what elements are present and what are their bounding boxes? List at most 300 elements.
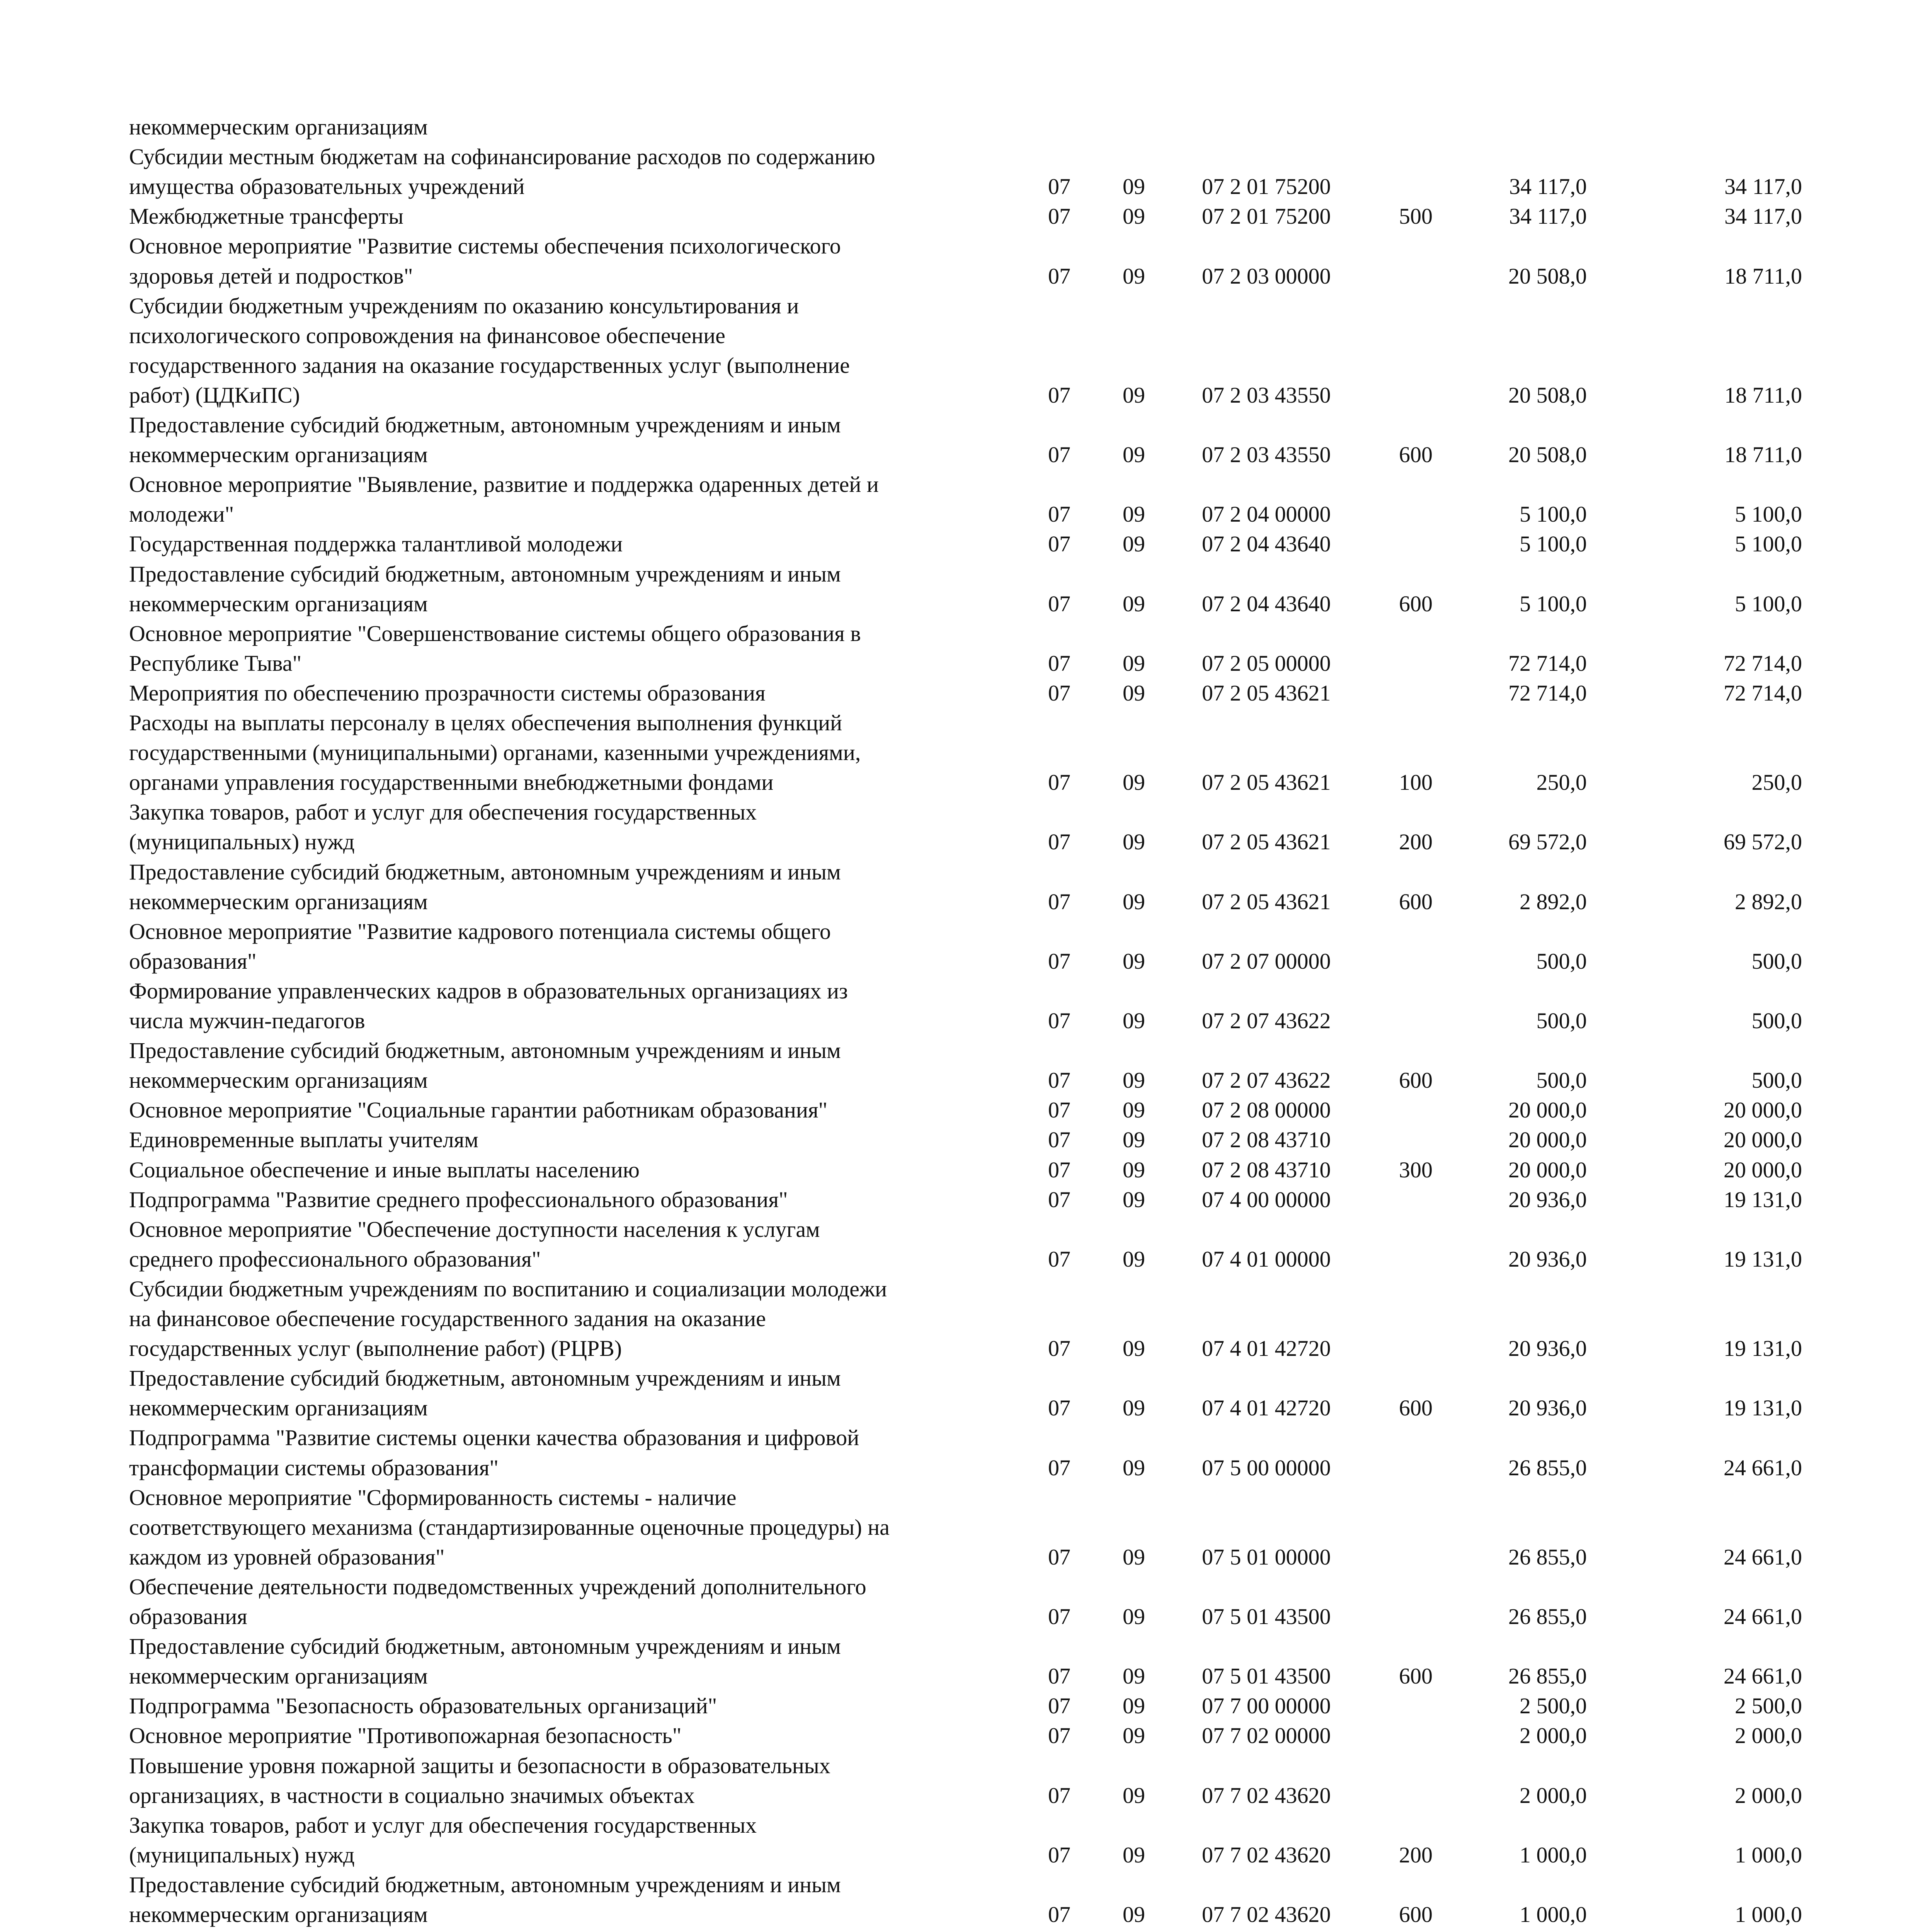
row-razdel: 07 bbox=[1048, 1693, 1070, 1719]
row-name: организациях, в частности в социально значимых объектах bbox=[129, 1782, 695, 1808]
row-sum-year1: 2 892,0 bbox=[1520, 889, 1587, 914]
row-razdel: 07 bbox=[1048, 1127, 1070, 1153]
row-target-article: 07 4 01 42720 bbox=[1202, 1395, 1331, 1421]
table-row-line bbox=[0, 1274, 1906, 1304]
row-sum-year1: 5 100,0 bbox=[1520, 502, 1587, 527]
table-row-line bbox=[0, 1006, 1906, 1036]
row-sum-year1: 72 714,0 bbox=[1508, 680, 1587, 706]
table-row-line bbox=[0, 380, 1906, 410]
table-row-line bbox=[0, 559, 1906, 589]
table-row-line bbox=[0, 1036, 1906, 1065]
row-name: Подпрограмма "Развитие системы оценки качества образования и цифровой bbox=[129, 1425, 859, 1451]
row-podrazdel: 09 bbox=[1123, 680, 1145, 706]
row-sum-year1: 26 855,0 bbox=[1508, 1455, 1587, 1480]
table-row-line bbox=[0, 410, 1906, 440]
row-target-article: 07 2 05 43621 bbox=[1202, 889, 1331, 914]
row-name: Мероприятия по обеспечению прозрачности системы образования bbox=[129, 680, 766, 706]
row-sum-year2: 250,0 bbox=[1751, 770, 1802, 795]
table-row-line bbox=[0, 1065, 1906, 1095]
row-expense-type: 600 bbox=[1399, 591, 1433, 616]
row-name: соответствующего механизма (стандартизированные оценочные процедуры) на bbox=[129, 1514, 890, 1540]
row-target-article: 07 2 01 75200 bbox=[1202, 204, 1331, 229]
row-sum-year2: 1 000,0 bbox=[1735, 1842, 1802, 1867]
row-name: государственных услуг (выполнение работ) (РЦРВ) bbox=[129, 1336, 622, 1361]
row-razdel: 07 bbox=[1048, 442, 1070, 468]
table-row-line bbox=[0, 1393, 1906, 1423]
row-target-article: 07 4 01 00000 bbox=[1202, 1246, 1331, 1272]
row-sum-year2: 34 117,0 bbox=[1724, 204, 1802, 229]
row-expense-type: 100 bbox=[1399, 770, 1433, 795]
row-razdel: 07 bbox=[1048, 1097, 1070, 1123]
row-target-article: 07 5 01 00000 bbox=[1202, 1544, 1331, 1570]
table-row-line bbox=[0, 1751, 1906, 1781]
row-sum-year2: 20 000,0 bbox=[1724, 1157, 1802, 1182]
row-razdel: 07 bbox=[1048, 650, 1070, 676]
row-name: Основное мероприятие "Противопожарная безопасность" bbox=[129, 1723, 682, 1748]
table-row-line bbox=[0, 1602, 1906, 1631]
table-row-line bbox=[0, 1304, 1906, 1333]
row-sum-year1: 250,0 bbox=[1536, 770, 1587, 795]
row-name: Основное мероприятие "Развитие системы обеспечения психологического bbox=[129, 233, 841, 259]
row-sum-year1: 1 000,0 bbox=[1520, 1902, 1587, 1927]
row-podrazdel: 09 bbox=[1123, 1157, 1145, 1182]
row-sum-year1: 2 000,0 bbox=[1520, 1782, 1587, 1808]
table-row-line bbox=[0, 589, 1906, 619]
row-sum-year1: 72 714,0 bbox=[1508, 650, 1587, 676]
row-expense-type: 600 bbox=[1399, 442, 1433, 468]
row-sum-year2: 500,0 bbox=[1751, 1008, 1802, 1033]
table-row-line bbox=[0, 797, 1906, 827]
row-name: некоммерческим организациям bbox=[129, 1068, 428, 1093]
row-name: Закупка товаров, работ и услуг для обеспечения государственных bbox=[129, 799, 757, 825]
row-name: некоммерческим организациям bbox=[129, 1395, 428, 1421]
row-name: Основное мероприятие "Совершенствование системы общего образования в bbox=[129, 621, 861, 646]
row-razdel: 07 bbox=[1048, 770, 1070, 795]
row-name: некоммерческим организациям bbox=[129, 1902, 428, 1927]
table-row-line bbox=[0, 1423, 1906, 1452]
table-row-line bbox=[0, 1929, 1906, 1932]
row-name: трансформации системы образования" bbox=[129, 1455, 499, 1480]
row-podrazdel: 09 bbox=[1123, 1127, 1145, 1153]
row-name: каждом из уровней образования" bbox=[129, 1544, 445, 1570]
row-razdel bbox=[1048, 1929, 1070, 1932]
table-row-line bbox=[0, 1155, 1906, 1185]
table-row-line bbox=[0, 678, 1906, 708]
row-sum-year2: 24 661,0 bbox=[1724, 1544, 1802, 1570]
row-razdel: 07 bbox=[1048, 174, 1070, 199]
table-row-line bbox=[0, 1214, 1906, 1244]
row-target-article: 07 4 00 00000 bbox=[1202, 1187, 1331, 1212]
row-podrazdel: 09 bbox=[1123, 829, 1145, 855]
row-sum-year1: 20 508,0 bbox=[1508, 442, 1587, 468]
table-row-line bbox=[0, 112, 1906, 142]
table-row-line bbox=[0, 1185, 1906, 1214]
row-sum-year2: 19 131,0 bbox=[1724, 1336, 1802, 1361]
table-row-line bbox=[0, 1333, 1906, 1363]
row-podrazdel: 09 bbox=[1123, 948, 1145, 974]
row-podrazdel: 09 bbox=[1123, 1604, 1145, 1629]
row-target-article: 07 4 01 42720 bbox=[1202, 1336, 1331, 1361]
row-podrazdel: 09 bbox=[1123, 204, 1145, 229]
row-sum-year2: 20 000,0 bbox=[1724, 1127, 1802, 1153]
row-sum-year2: 500,0 bbox=[1751, 948, 1802, 974]
row-sum-year2: 24 661,0 bbox=[1724, 1604, 1802, 1629]
table-row-line bbox=[0, 1840, 1906, 1870]
row-name: Предоставление субсидий бюджетным, автономным учреждениям и иным bbox=[129, 1634, 841, 1659]
row-razdel: 07 bbox=[1048, 1455, 1070, 1480]
row-name: Основное мероприятие "Развитие кадрового потенциала системы общего bbox=[129, 918, 831, 944]
row-expense-type: 500 bbox=[1399, 204, 1433, 229]
table-row-line bbox=[0, 1691, 1906, 1721]
table-row-line bbox=[0, 827, 1906, 857]
row-target-article: 07 7 02 00000 bbox=[1202, 1723, 1331, 1748]
row-podrazdel: 09 bbox=[1123, 442, 1145, 468]
row-name: Республике Тыва" bbox=[129, 650, 302, 676]
table-row-line bbox=[0, 1095, 1906, 1125]
row-name: Основное мероприятие "Сформированность системы - наличие bbox=[129, 1485, 737, 1510]
table-row-line bbox=[0, 291, 1906, 321]
row-sum-year2: 2 000,0 bbox=[1735, 1782, 1802, 1808]
row-sum-year2: 18 711,0 bbox=[1724, 263, 1802, 289]
row-target-article: 07 7 02 43620 bbox=[1202, 1902, 1331, 1927]
row-target-article: 07 2 03 43550 bbox=[1202, 442, 1331, 468]
row-target-article: 07 2 07 43622 bbox=[1202, 1068, 1331, 1093]
row-sum-year2: 18 711,0 bbox=[1724, 442, 1802, 468]
row-podrazdel: 09 bbox=[1123, 502, 1145, 527]
row-name: Предоставление субсидий бюджетным, автономным учреждениям и иным bbox=[129, 859, 841, 884]
table-row-line bbox=[0, 887, 1906, 917]
row-sum-year2: 72 714,0 bbox=[1724, 650, 1802, 676]
row-podrazdel: 09 bbox=[1123, 1097, 1145, 1123]
row-sum-year1: 2 000,0 bbox=[1520, 1723, 1587, 1748]
row-razdel: 07 bbox=[1048, 382, 1070, 408]
row-razdel: 07 bbox=[1048, 1395, 1070, 1421]
row-name: Основное мероприятие "Социальные гарантии работникам образования" bbox=[129, 1097, 828, 1123]
row-name: Социальное обеспечение и иные выплаты населению bbox=[129, 1157, 640, 1182]
row-name: Подпрограмма "Безопасность образовательных организаций" bbox=[129, 1693, 717, 1719]
row-expense-type: 300 bbox=[1399, 1157, 1433, 1182]
row-sum-year1: 20 508,0 bbox=[1508, 382, 1587, 408]
row-sum-year2: 2 892,0 bbox=[1735, 889, 1802, 914]
row-name: имущества образовательных учреждений bbox=[129, 174, 525, 199]
table-row-line bbox=[0, 469, 1906, 499]
table-row-line bbox=[0, 350, 1906, 380]
row-razdel: 07 bbox=[1048, 1008, 1070, 1033]
row-razdel: 07 bbox=[1048, 1604, 1070, 1629]
row-razdel: 07 bbox=[1048, 829, 1070, 855]
row-target-article: 07 2 05 00000 bbox=[1202, 650, 1331, 676]
row-expense-type: 200 bbox=[1399, 1842, 1433, 1867]
row-razdel: 07 bbox=[1048, 531, 1070, 557]
row-name: Повышение уровня пожарной защиты и безопасности в образовательных bbox=[129, 1753, 830, 1778]
table-row-line bbox=[0, 1453, 1906, 1483]
row-podrazdel: 09 bbox=[1123, 1663, 1145, 1689]
table-row-line bbox=[0, 321, 1906, 350]
row-name: Формирование управленческих кадров в образовательных организациях из bbox=[129, 978, 848, 1003]
row-podrazdel: 09 bbox=[1123, 650, 1145, 676]
row-razdel: 07 bbox=[1048, 889, 1070, 914]
row-sum-year1: 20 936,0 bbox=[1508, 1187, 1587, 1212]
table-row-line bbox=[0, 619, 1906, 648]
row-name: психологического сопровождения на финансовое обеспечение bbox=[129, 323, 725, 348]
row-name: молодежи" bbox=[129, 502, 234, 527]
row-podrazdel: 09 bbox=[1123, 263, 1145, 289]
row-sum-year1: 26 855,0 bbox=[1508, 1544, 1587, 1570]
row-expense-type: 600 bbox=[1399, 1663, 1433, 1689]
row-expense-type: 600 bbox=[1399, 889, 1433, 914]
row-sum-year1: 20 000,0 bbox=[1508, 1157, 1587, 1182]
row-target-article bbox=[1202, 1929, 1331, 1932]
row-expense-type: 600 bbox=[1399, 1902, 1433, 1927]
row-target-article: 07 2 08 43710 bbox=[1202, 1157, 1331, 1182]
row-podrazdel: 09 bbox=[1123, 591, 1145, 616]
table-row-line bbox=[0, 1125, 1906, 1155]
row-sum-year2: 500,0 bbox=[1751, 1068, 1802, 1093]
table-row-line bbox=[0, 857, 1906, 887]
row-name: (муниципальных) нужд bbox=[129, 829, 355, 855]
row-razdel: 07 bbox=[1048, 263, 1070, 289]
table-row-line bbox=[0, 440, 1906, 469]
table-row-line bbox=[0, 201, 1906, 231]
table-row-line bbox=[0, 172, 1906, 201]
table-row-line bbox=[0, 917, 1906, 946]
row-sum-year1: 20 000,0 bbox=[1508, 1127, 1587, 1153]
row-name: Предоставление субсидий бюджетным, автономным учреждениям и иным bbox=[129, 412, 841, 437]
row-name: здоровья детей и подростков" bbox=[129, 263, 413, 289]
table-row-line bbox=[0, 1363, 1906, 1393]
row-sum-year1: 34 117,0 bbox=[1509, 204, 1587, 229]
row-name: работ) (ЦДКиПС) bbox=[129, 382, 300, 408]
table-row-line bbox=[0, 1572, 1906, 1602]
row-name: Предоставление субсидий бюджетным, автономным учреждениям и иным bbox=[129, 561, 841, 587]
row-target-article: 07 5 01 43500 bbox=[1202, 1604, 1331, 1629]
row-name: Предоставление субсидий бюджетным, автономным учреждениям и иным bbox=[129, 1038, 841, 1063]
row-target-article: 07 2 08 00000 bbox=[1202, 1097, 1331, 1123]
row-name: Единовременные выплаты учителям bbox=[129, 1127, 478, 1153]
row-podrazdel: 09 bbox=[1123, 1842, 1145, 1867]
table-row-line bbox=[0, 1483, 1906, 1512]
row-sum-year2: 72 714,0 bbox=[1724, 680, 1802, 706]
row-target-article: 07 2 01 75200 bbox=[1202, 174, 1331, 199]
row-sum-year1: 5 100,0 bbox=[1520, 531, 1587, 557]
row-razdel: 07 bbox=[1048, 948, 1070, 974]
row-podrazdel: 09 bbox=[1123, 1395, 1145, 1421]
row-razdel: 07 bbox=[1048, 1187, 1070, 1212]
row-name: Субсидии местным бюджетам на софинансирование расходов по содержанию bbox=[129, 144, 875, 170]
row-razdel: 07 bbox=[1048, 1246, 1070, 1272]
row-sum-year1: 26 855,0 bbox=[1508, 1604, 1587, 1629]
row-sum-year1: 26 855,0 bbox=[1508, 1663, 1587, 1689]
row-podrazdel: 09 bbox=[1123, 770, 1145, 795]
row-podrazdel: 09 bbox=[1123, 1782, 1145, 1808]
table-row-line bbox=[0, 261, 1906, 291]
row-sum-year2: 18 711,0 bbox=[1724, 382, 1802, 408]
table-row-line bbox=[0, 1810, 1906, 1840]
row-sum-year1: 34 117,0 bbox=[1509, 174, 1587, 199]
table-row-line bbox=[0, 1244, 1906, 1274]
row-expense-type: 600 bbox=[1399, 1068, 1433, 1093]
row-name: органами управления государственными внебюджетными фондами bbox=[129, 770, 774, 795]
row-name: Субсидии бюджетным учреждениям по воспитанию и социализации молодежи bbox=[129, 1276, 887, 1301]
row-sum-year2: 24 661,0 bbox=[1724, 1455, 1802, 1480]
row-podrazdel: 09 bbox=[1123, 1068, 1145, 1093]
table-row-line bbox=[0, 1661, 1906, 1691]
row-target-article: 07 2 08 43710 bbox=[1202, 1127, 1331, 1153]
row-target-article: 07 2 03 43550 bbox=[1202, 382, 1331, 408]
row-podrazdel: 09 bbox=[1123, 531, 1145, 557]
row-name: государственного задания на оказание государственных услуг (выполнение bbox=[129, 352, 850, 378]
row-sum-year1: 69 572,0 bbox=[1508, 829, 1587, 855]
row-target-article: 07 7 02 43620 bbox=[1202, 1842, 1331, 1867]
row-name: Расходы на выплаты персоналу в целях обеспечения выполнения функций bbox=[129, 710, 842, 735]
table-row-line bbox=[0, 767, 1906, 797]
row-target-article: 07 5 01 43500 bbox=[1202, 1663, 1331, 1689]
row-target-article: 07 2 04 43640 bbox=[1202, 531, 1331, 557]
table-row-line bbox=[0, 648, 1906, 678]
row-podrazdel: 09 bbox=[1123, 1902, 1145, 1927]
row-sum-year1: 20 936,0 bbox=[1508, 1336, 1587, 1361]
row-name: Государственная поддержка талантливой молодежи bbox=[129, 531, 623, 557]
row-razdel: 07 bbox=[1048, 591, 1070, 616]
row-podrazdel: 09 bbox=[1123, 1187, 1145, 1212]
table-row-line bbox=[0, 1721, 1906, 1750]
row-podrazdel: 09 bbox=[1123, 1693, 1145, 1719]
row-sum-year1: 500,0 bbox=[1536, 948, 1587, 974]
row-razdel: 07 bbox=[1048, 1068, 1070, 1093]
table-row-line bbox=[0, 1900, 1906, 1929]
table-row-line bbox=[0, 231, 1906, 261]
row-name: образования" bbox=[129, 948, 257, 974]
row-target-article: 07 7 00 00000 bbox=[1202, 1693, 1331, 1719]
row-name bbox=[129, 1929, 729, 1932]
row-podrazdel: 09 bbox=[1123, 1544, 1145, 1570]
row-name: среднего профессионального образования" bbox=[129, 1246, 541, 1272]
row-razdel: 07 bbox=[1048, 1336, 1070, 1361]
table-row-line bbox=[0, 529, 1906, 559]
row-razdel: 07 bbox=[1048, 680, 1070, 706]
row-sum-year2: 2 500,0 bbox=[1735, 1693, 1802, 1719]
row-razdel: 07 bbox=[1048, 1782, 1070, 1808]
row-podrazdel: 09 bbox=[1123, 1455, 1145, 1480]
row-podrazdel: 09 bbox=[1123, 1008, 1145, 1033]
table-row-line bbox=[0, 946, 1906, 976]
table-row-line bbox=[0, 1781, 1906, 1810]
table-row-line bbox=[0, 142, 1906, 172]
row-target-article: 07 2 05 43621 bbox=[1202, 680, 1331, 706]
row-sum-year2 bbox=[1752, 1929, 1802, 1932]
row-razdel: 07 bbox=[1048, 1157, 1070, 1182]
row-name: Закупка товаров, работ и услуг для обеспечения государственных bbox=[129, 1812, 757, 1838]
table-row-line bbox=[0, 1512, 1906, 1542]
row-sum-year1: 5 100,0 bbox=[1520, 591, 1587, 616]
table-row-line bbox=[0, 738, 1906, 767]
row-podrazdel bbox=[1123, 1929, 1145, 1932]
row-name: Межбюджетные трансферты bbox=[129, 204, 404, 229]
row-razdel: 07 bbox=[1048, 204, 1070, 229]
row-target-article: 07 2 05 43621 bbox=[1202, 770, 1331, 795]
row-target-article: 07 2 07 00000 bbox=[1202, 948, 1331, 974]
row-sum-year1: 20 000,0 bbox=[1508, 1097, 1587, 1123]
row-name: Субсидии бюджетным учреждениям по оказанию консультирования и bbox=[129, 293, 799, 318]
row-expense-type: 200 bbox=[1399, 829, 1433, 855]
row-name: государственными (муниципальными) органами, казенными учреждениями, bbox=[129, 740, 861, 765]
row-name: Основное мероприятие "Обеспечение доступности населения к услугам bbox=[129, 1216, 820, 1242]
row-target-article: 07 2 04 43640 bbox=[1202, 591, 1331, 616]
row-sum-year1: 500,0 bbox=[1536, 1068, 1587, 1093]
row-expense-type: 600 bbox=[1399, 1395, 1433, 1421]
row-podrazdel: 09 bbox=[1123, 1723, 1145, 1748]
row-name: Предоставление субсидий бюджетным, автономным учреждениям и иным bbox=[129, 1872, 841, 1897]
row-target-article: 07 2 07 43622 bbox=[1202, 1008, 1331, 1033]
row-name: на финансовое обеспечение государственного задания на оказание bbox=[129, 1306, 766, 1331]
row-target-article: 07 7 02 43620 bbox=[1202, 1782, 1331, 1808]
row-sum-year1: 500,0 bbox=[1536, 1008, 1587, 1033]
row-target-article: 07 5 00 00000 bbox=[1202, 1455, 1331, 1480]
table-row-line bbox=[0, 708, 1906, 738]
row-podrazdel: 09 bbox=[1123, 1246, 1145, 1272]
row-razdel: 07 bbox=[1048, 502, 1070, 527]
row-name: образования bbox=[129, 1604, 247, 1629]
row-razdel: 07 bbox=[1048, 1544, 1070, 1570]
row-name: (муниципальных) нужд bbox=[129, 1842, 355, 1867]
row-name: Основное мероприятие "Выявление, развитие и поддержка одаренных детей и bbox=[129, 472, 879, 497]
row-sum-year1: 1 000,0 bbox=[1520, 1842, 1587, 1867]
row-target-article: 07 2 04 00000 bbox=[1202, 502, 1331, 527]
row-sum-year2: 24 661,0 bbox=[1724, 1663, 1802, 1689]
row-sum-year2: 19 131,0 bbox=[1724, 1395, 1802, 1421]
row-sum-year1 bbox=[1537, 1929, 1587, 1932]
row-sum-year2: 5 100,0 bbox=[1735, 591, 1802, 616]
table-row-line bbox=[0, 1870, 1906, 1900]
table-row-line bbox=[0, 976, 1906, 1006]
row-sum-year2: 69 572,0 bbox=[1724, 829, 1802, 855]
row-podrazdel: 09 bbox=[1123, 889, 1145, 914]
row-sum-year2: 34 117,0 bbox=[1724, 174, 1802, 199]
row-sum-year1: 2 500,0 bbox=[1520, 1693, 1587, 1719]
row-sum-year2: 2 000,0 bbox=[1735, 1723, 1802, 1748]
row-name: некоммерческим организациям bbox=[129, 889, 428, 914]
row-razdel: 07 bbox=[1048, 1663, 1070, 1689]
row-razdel: 07 bbox=[1048, 1902, 1070, 1927]
row-name: некоммерческим организациям bbox=[129, 591, 428, 616]
row-razdel: 07 bbox=[1048, 1723, 1070, 1748]
row-target-article: 07 2 03 00000 bbox=[1202, 263, 1331, 289]
row-sum-year2: 19 131,0 bbox=[1724, 1246, 1802, 1272]
table-row-line bbox=[0, 499, 1906, 529]
row-sum-year1: 20 508,0 bbox=[1508, 263, 1587, 289]
row-podrazdel: 09 bbox=[1123, 1336, 1145, 1361]
row-name: Предоставление субсидий бюджетным, автономным учреждениям и иным bbox=[129, 1366, 841, 1391]
row-razdel: 07 bbox=[1048, 1842, 1070, 1867]
row-sum-year2: 5 100,0 bbox=[1735, 531, 1802, 557]
row-sum-year2: 5 100,0 bbox=[1735, 502, 1802, 527]
row-name: Подпрограмма "Развитие среднего профессионального образования" bbox=[129, 1187, 788, 1212]
row-name: некоммерческим организациям bbox=[129, 1663, 428, 1689]
row-podrazdel: 09 bbox=[1123, 174, 1145, 199]
row-podrazdel: 09 bbox=[1123, 382, 1145, 408]
row-sum-year2: 19 131,0 bbox=[1724, 1187, 1802, 1212]
row-name: некоммерческим организациям bbox=[129, 442, 428, 468]
row-target-article: 07 2 05 43621 bbox=[1202, 829, 1331, 855]
row-name: Обеспечение деятельности подведомственных учреждений дополнительного bbox=[129, 1574, 866, 1599]
row-sum-year1: 20 936,0 bbox=[1508, 1246, 1587, 1272]
table-row-line bbox=[0, 1542, 1906, 1572]
row-name: числа мужчин-педагогов bbox=[129, 1008, 365, 1033]
table-row-line bbox=[0, 1631, 1906, 1661]
row-sum-year2: 1 000,0 bbox=[1735, 1902, 1802, 1927]
row-sum-year2: 20 000,0 bbox=[1724, 1097, 1802, 1123]
row-name: некоммерческим организациям bbox=[129, 114, 428, 139]
